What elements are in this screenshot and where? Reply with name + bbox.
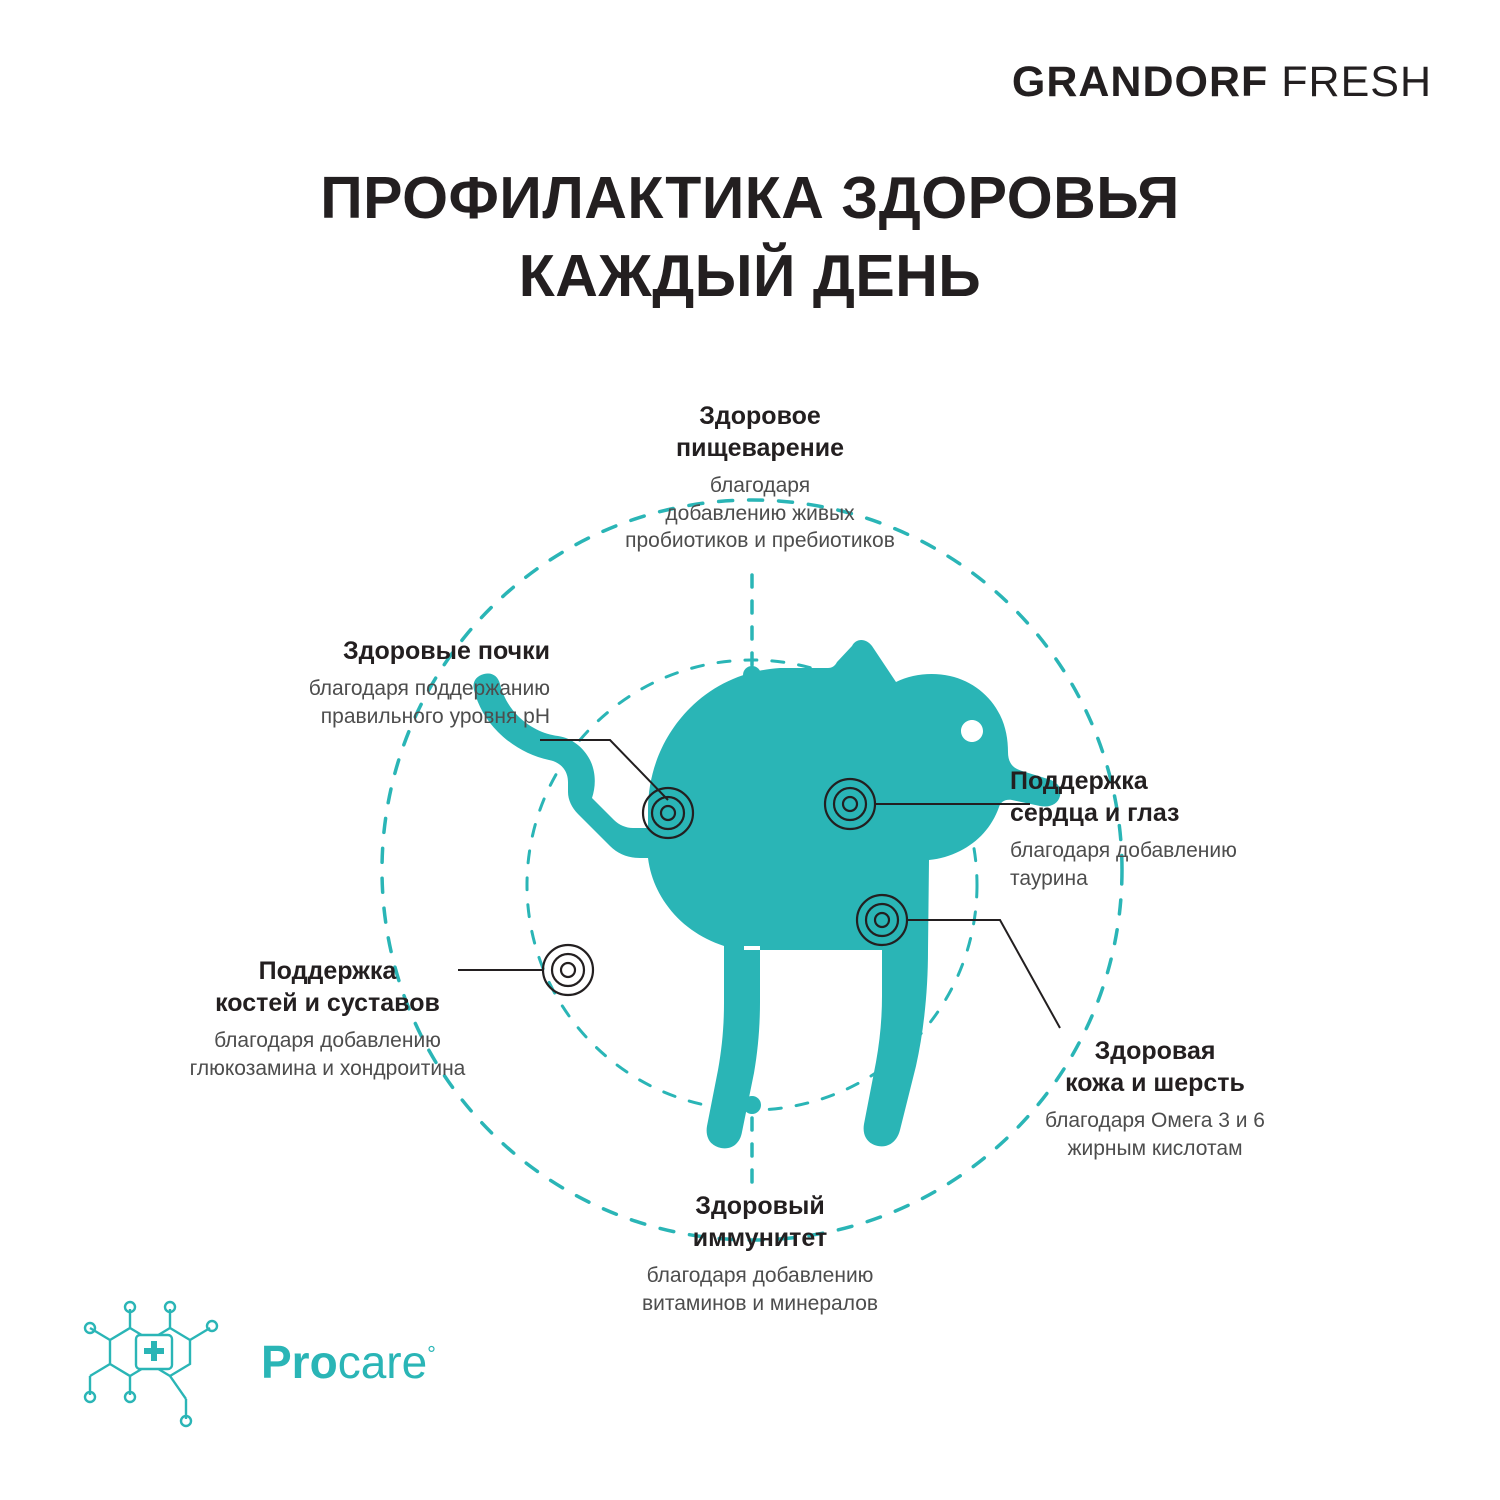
procare-care: care — [337, 1336, 428, 1388]
callout-bones-desc-line1: благодаря добавлению — [214, 1029, 441, 1052]
callout-immunity-title-line2: иммунитет — [692, 1224, 828, 1252]
callout-immunity-title — [495, 1190, 1025, 1254]
callout-digestion-title — [460, 400, 1060, 464]
callout-heart-desc-line1: благодаря добавлению — [1010, 839, 1237, 862]
callout-immunity — [495, 1190, 1025, 1317]
page-title-line-2: КАЖДЫЙ ДЕНЬ — [518, 242, 982, 309]
page-title — [0, 160, 1500, 316]
callout-digestion-desc-line3: пробиотиков и пребиотиков — [625, 529, 895, 553]
callout-skin-title — [955, 1035, 1355, 1099]
callout-digestion — [460, 400, 1060, 555]
callout-kidneys-desc — [110, 675, 550, 730]
page-title-line-1: ПРОФИЛАКТИКА ЗДОРОВЬЯ — [320, 165, 1180, 231]
callout-bones-desc-line2: глюкозамина и хондроитина — [189, 1056, 466, 1080]
callout-immunity-desc — [495, 1262, 1025, 1317]
callout-bones-desc — [105, 1027, 550, 1082]
callout-heart-title-line2: сердца и глаз — [1010, 799, 1180, 827]
callout-bones-title — [105, 955, 550, 1019]
callout-bones-title-line1: Поддержка — [258, 957, 397, 985]
callout-skin-title-line1: Здоровая — [1094, 1037, 1216, 1065]
callout-kidneys-desc-line1: благодаря поддержанию — [308, 677, 550, 700]
callout-kidneys-title — [110, 635, 550, 667]
callout-skin — [955, 1035, 1355, 1162]
callout-skin-desc-line1: благодаря Омега 3 и 6 — [1045, 1109, 1265, 1132]
callout-digestion-title-line1: Здоровое — [699, 402, 821, 430]
procare-wordmark — [261, 1335, 436, 1389]
plus-badge-icon — [136, 1335, 172, 1369]
callout-skin-title-line2: кожа и шерсть — [1065, 1069, 1245, 1097]
callout-skin-desc-line2: жирным кислотам — [1067, 1136, 1243, 1160]
callout-digestion-title-line2: пищеварение — [676, 434, 844, 462]
infographic-diagram — [0, 390, 1500, 1340]
marker-bones — [543, 945, 593, 995]
callout-kidneys-desc-line2: правильного уровня pH — [320, 704, 550, 728]
procare-degree: ° — [427, 1341, 436, 1367]
callout-immunity-title-line1: Здоровый — [695, 1192, 825, 1220]
leader-skin — [908, 920, 1060, 1028]
callout-kidneys-title-line1: Здоровые почки — [342, 637, 550, 665]
callout-heart-desc-line2: таурина — [1010, 866, 1088, 890]
brand-name-bold: GRANDORF — [1011, 58, 1269, 106]
brand-name-light: FRESH — [1281, 58, 1432, 106]
callout-immunity-desc-line2: витаминов и минералов — [641, 1291, 879, 1315]
callout-digestion-desc — [460, 472, 1060, 555]
molecule-icon — [68, 1295, 268, 1445]
callout-skin-desc — [955, 1107, 1355, 1162]
callout-bones-title-line2: костей и суставов — [215, 989, 440, 1017]
callout-heart-title — [1010, 765, 1430, 829]
callout-digestion-desc-line1: благодаря — [709, 474, 811, 497]
callout-bones — [105, 955, 550, 1082]
callout-immunity-desc-line1: благодаря добавлению — [646, 1264, 874, 1287]
callout-heart — [1010, 765, 1430, 892]
procare-pro: Pro — [261, 1336, 338, 1388]
callout-digestion-desc-line2: добавлению живых — [665, 501, 855, 525]
callout-heart-desc — [1010, 837, 1430, 892]
procare-logo — [68, 1295, 488, 1445]
callout-heart-title-line1: Поддержка — [1010, 767, 1148, 795]
brand-logo — [1012, 58, 1432, 107]
callout-kidneys — [110, 635, 550, 730]
